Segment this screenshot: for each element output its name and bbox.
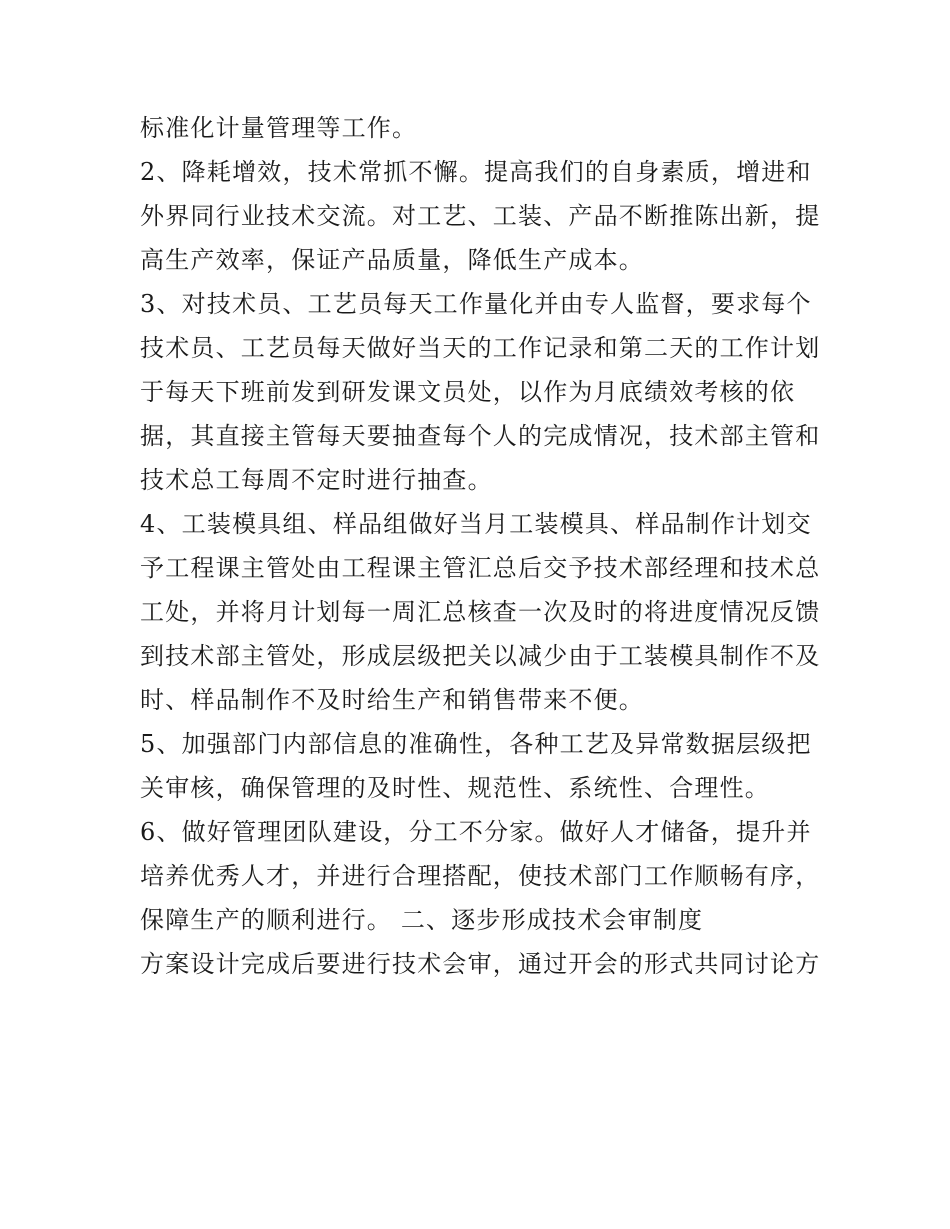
text-line: 3、对技术员、工艺员每天工作量化并由专人监督，要求每个 — [140, 290, 812, 318]
text-line: 方案设计完成后要进行技术会审，通过开会的形式共同讨论方 — [140, 950, 821, 978]
text-line: 关审核，确保管理的及时性、规范性、系统性、合理性。 — [140, 774, 770, 802]
text-line: 技术员、工艺员每天做好当天的工作记录和第二天的工作计划 — [140, 334, 821, 362]
text-line: 保障生产的顺利进行。 二、逐步形成技术会审制度 — [140, 906, 704, 934]
text-line: 据，其直接主管每天要抽查每个人的完成情况，技术部主管和 — [140, 422, 821, 450]
text-line: 外界同行业技术交流。对工艺、工装、产品不断推陈出新，提 — [140, 202, 821, 230]
text-line: 2、降耗增效，技术常抓不懈。提高我们的自身素质，增进和 — [140, 158, 812, 186]
text-line: 高生产效率，保证产品质量，降低生产成本。 — [140, 246, 644, 274]
text-line: 4、工装模具组、样品组做好当月工装模具、样品制作计划交 — [140, 510, 812, 538]
text-line: 5、加强部门内部信息的准确性，各种工艺及异常数据层级把 — [140, 730, 812, 758]
text-line: 工处，并将月计划每一周汇总核查一次及时的将进度情况反馈 — [140, 598, 821, 626]
text-line: 6、做好管理团队建设，分工不分家。做好人才储备，提升并 — [140, 818, 812, 846]
text-line: 予工程课主管处由工程课主管汇总后交予技术部经理和技术总 — [140, 554, 821, 582]
text-line: 到技术部主管处，形成层级把关以减少由于工装模具制作不及 — [140, 642, 821, 670]
text-line: 时、样品制作不及时给生产和销售带来不便。 — [140, 686, 644, 714]
text-line: 培养优秀人才，并进行合理搭配，使技术部门工作顺畅有序， — [140, 862, 821, 890]
text-line: 于每天下班前发到研发课文员处，以作为月底绩效考核的依 — [140, 378, 796, 406]
text-line: 标准化计量管理等工作。 — [140, 114, 418, 142]
document-body — [140, 106, 820, 986]
text-line: 技术总工每周不定时进行抽查。 — [140, 466, 493, 494]
